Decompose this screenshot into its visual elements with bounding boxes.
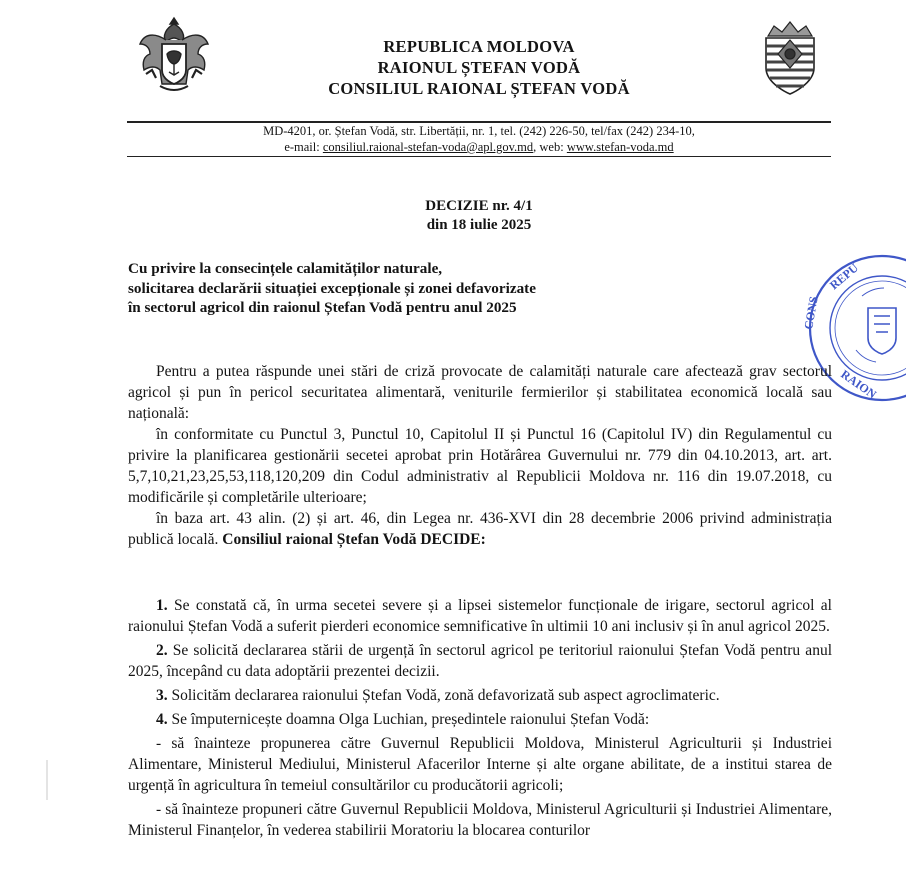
legal-basis-paragraph: în conformitate cu Punctul 3, Punctul 10, Capitolul II și Punctul 16 (Capitolul IV) din Regulamentul cu privire la planificarea gestionării secetei aprobat prin Hotărârea Guvernului nr. 779 din 04.10.2013, art. art. 5,7,10,21,23,25,53,118,120,209 din Codul administrativ al Republicii Moldova nr. 116 din 19.07.2018, cu modificările și completările ulterioare; xyxy=(128,426,832,506)
decision-subitem: - să înainteze propunerea către Guvernul Republicii Moldova, Ministerul Agriculturii și Industriei Alimentare, Ministerul Mediului, Ministerul Afacerilor Interne și alte organe abilitate, de a institui starea de urgență în agricultura în temeiul consultărilor cu producătorii agricoli; xyxy=(128,735,832,794)
decides-statement: Consiliul raional Ștefan Vodă DECIDE: xyxy=(222,531,486,548)
country-name: REPUBLICA MOLDOVA xyxy=(383,37,575,56)
decision-item xyxy=(128,595,832,637)
web-label: , web: xyxy=(533,140,564,154)
subject-line: Cu privire la consecințele calamităților naturale, xyxy=(128,260,443,277)
decision-items xyxy=(128,595,832,844)
decision-item xyxy=(128,709,832,730)
scan-artifact xyxy=(46,760,48,800)
stefan-voda-district-coat-of-arms-icon xyxy=(760,16,820,98)
email-web-line xyxy=(127,139,831,155)
address-line: MD-4201, or. Ștefan Vodă, str. Libertății, nr. 1, tel. (242) 226-50, tel/fax (242) 234-10, xyxy=(263,124,695,138)
header-bottom-rule xyxy=(127,156,831,157)
decision-item xyxy=(128,685,832,706)
svg-text:CONS: CONS xyxy=(801,295,821,331)
district-name: RAIONUL ȘTEFAN VODĂ xyxy=(377,58,581,77)
preamble-paragraph: Pentru a putea răspunde unei stări de criză provocate de calamități naturale care afectează grav sectorul agricol și pun în pericol securitatea alimentară, veniturile fermierilor și stabilitatea economică locală sau națională: xyxy=(128,363,832,422)
svg-text:RAION: RAION xyxy=(838,366,880,402)
contact-block xyxy=(127,123,831,155)
item-text: Solicităm declararea raionului Ștefan Vodă, zonă defavorizată sub aspect agroclimateric. xyxy=(171,687,720,704)
svg-text:REPU: REPU xyxy=(826,260,861,293)
item-number: 2. xyxy=(156,642,168,659)
legal-basis-text: în baza art. 43 alin. (2) și art. 46, din Legea nr. 436-XVI din 28 decembrie 2006 privind administrația publică locală. xyxy=(128,510,832,548)
decision-heading xyxy=(214,197,744,235)
legal-basis-paragraph xyxy=(128,508,832,550)
decision-date: din 18 iulie 2025 xyxy=(426,217,532,233)
decision-subject xyxy=(128,259,648,318)
council-name: CONSILIUL RAIONAL ȘTEFAN VODĂ xyxy=(328,79,630,98)
decision-number: DECIZIE nr. 4/1 xyxy=(425,198,533,214)
email-label: e-mail: xyxy=(284,140,320,154)
item-text: Se solicită declararea stării de urgență în sectorul agricol pe teritoriul raionului Ștefan Vodă pentru anul 2025, începând cu data adoptării prezentei decizii. xyxy=(128,642,832,680)
moldova-coat-of-arms-icon xyxy=(136,14,212,96)
email-link[interactable]: consiliul.raional-stefan-voda@apl.gov.md xyxy=(322,140,534,154)
item-number: 3. xyxy=(156,687,168,704)
subject-line: în sectorul agricol din raionul Ștefan Vodă pentru anul 2025 xyxy=(128,299,517,316)
item-text: Se constată că, în urma secetei severe și a lipsei sistemelor funcționale de irigare, sectorul agricol al raionului Ștefan Vodă a suferit pierderi economice semnificative în ultimii 10 ani inclusiv și în anul agricol 2025. xyxy=(128,597,832,635)
document-header xyxy=(214,36,744,99)
preamble xyxy=(128,361,832,550)
item-number: 1. xyxy=(156,597,168,614)
decision-subitem: - să înainteze propuneri către Guvernul Republicii Moldova, Ministerul Agriculturii și Industriei Alimentare, Ministerul Finanțelor, în vederea stabilirii Moratoriu la blocarea conturilor xyxy=(128,801,832,839)
item-text: Se împuternicește doamna Olga Luchian, președintele raionului Ștefan Vodă: xyxy=(171,711,650,728)
item-number: 4. xyxy=(156,711,168,728)
web-link[interactable]: www.stefan-voda.md xyxy=(566,140,674,154)
subject-line: solicitarea declarării situației excepționale și zonei defavorizate xyxy=(128,279,536,297)
decision-item xyxy=(128,640,832,682)
